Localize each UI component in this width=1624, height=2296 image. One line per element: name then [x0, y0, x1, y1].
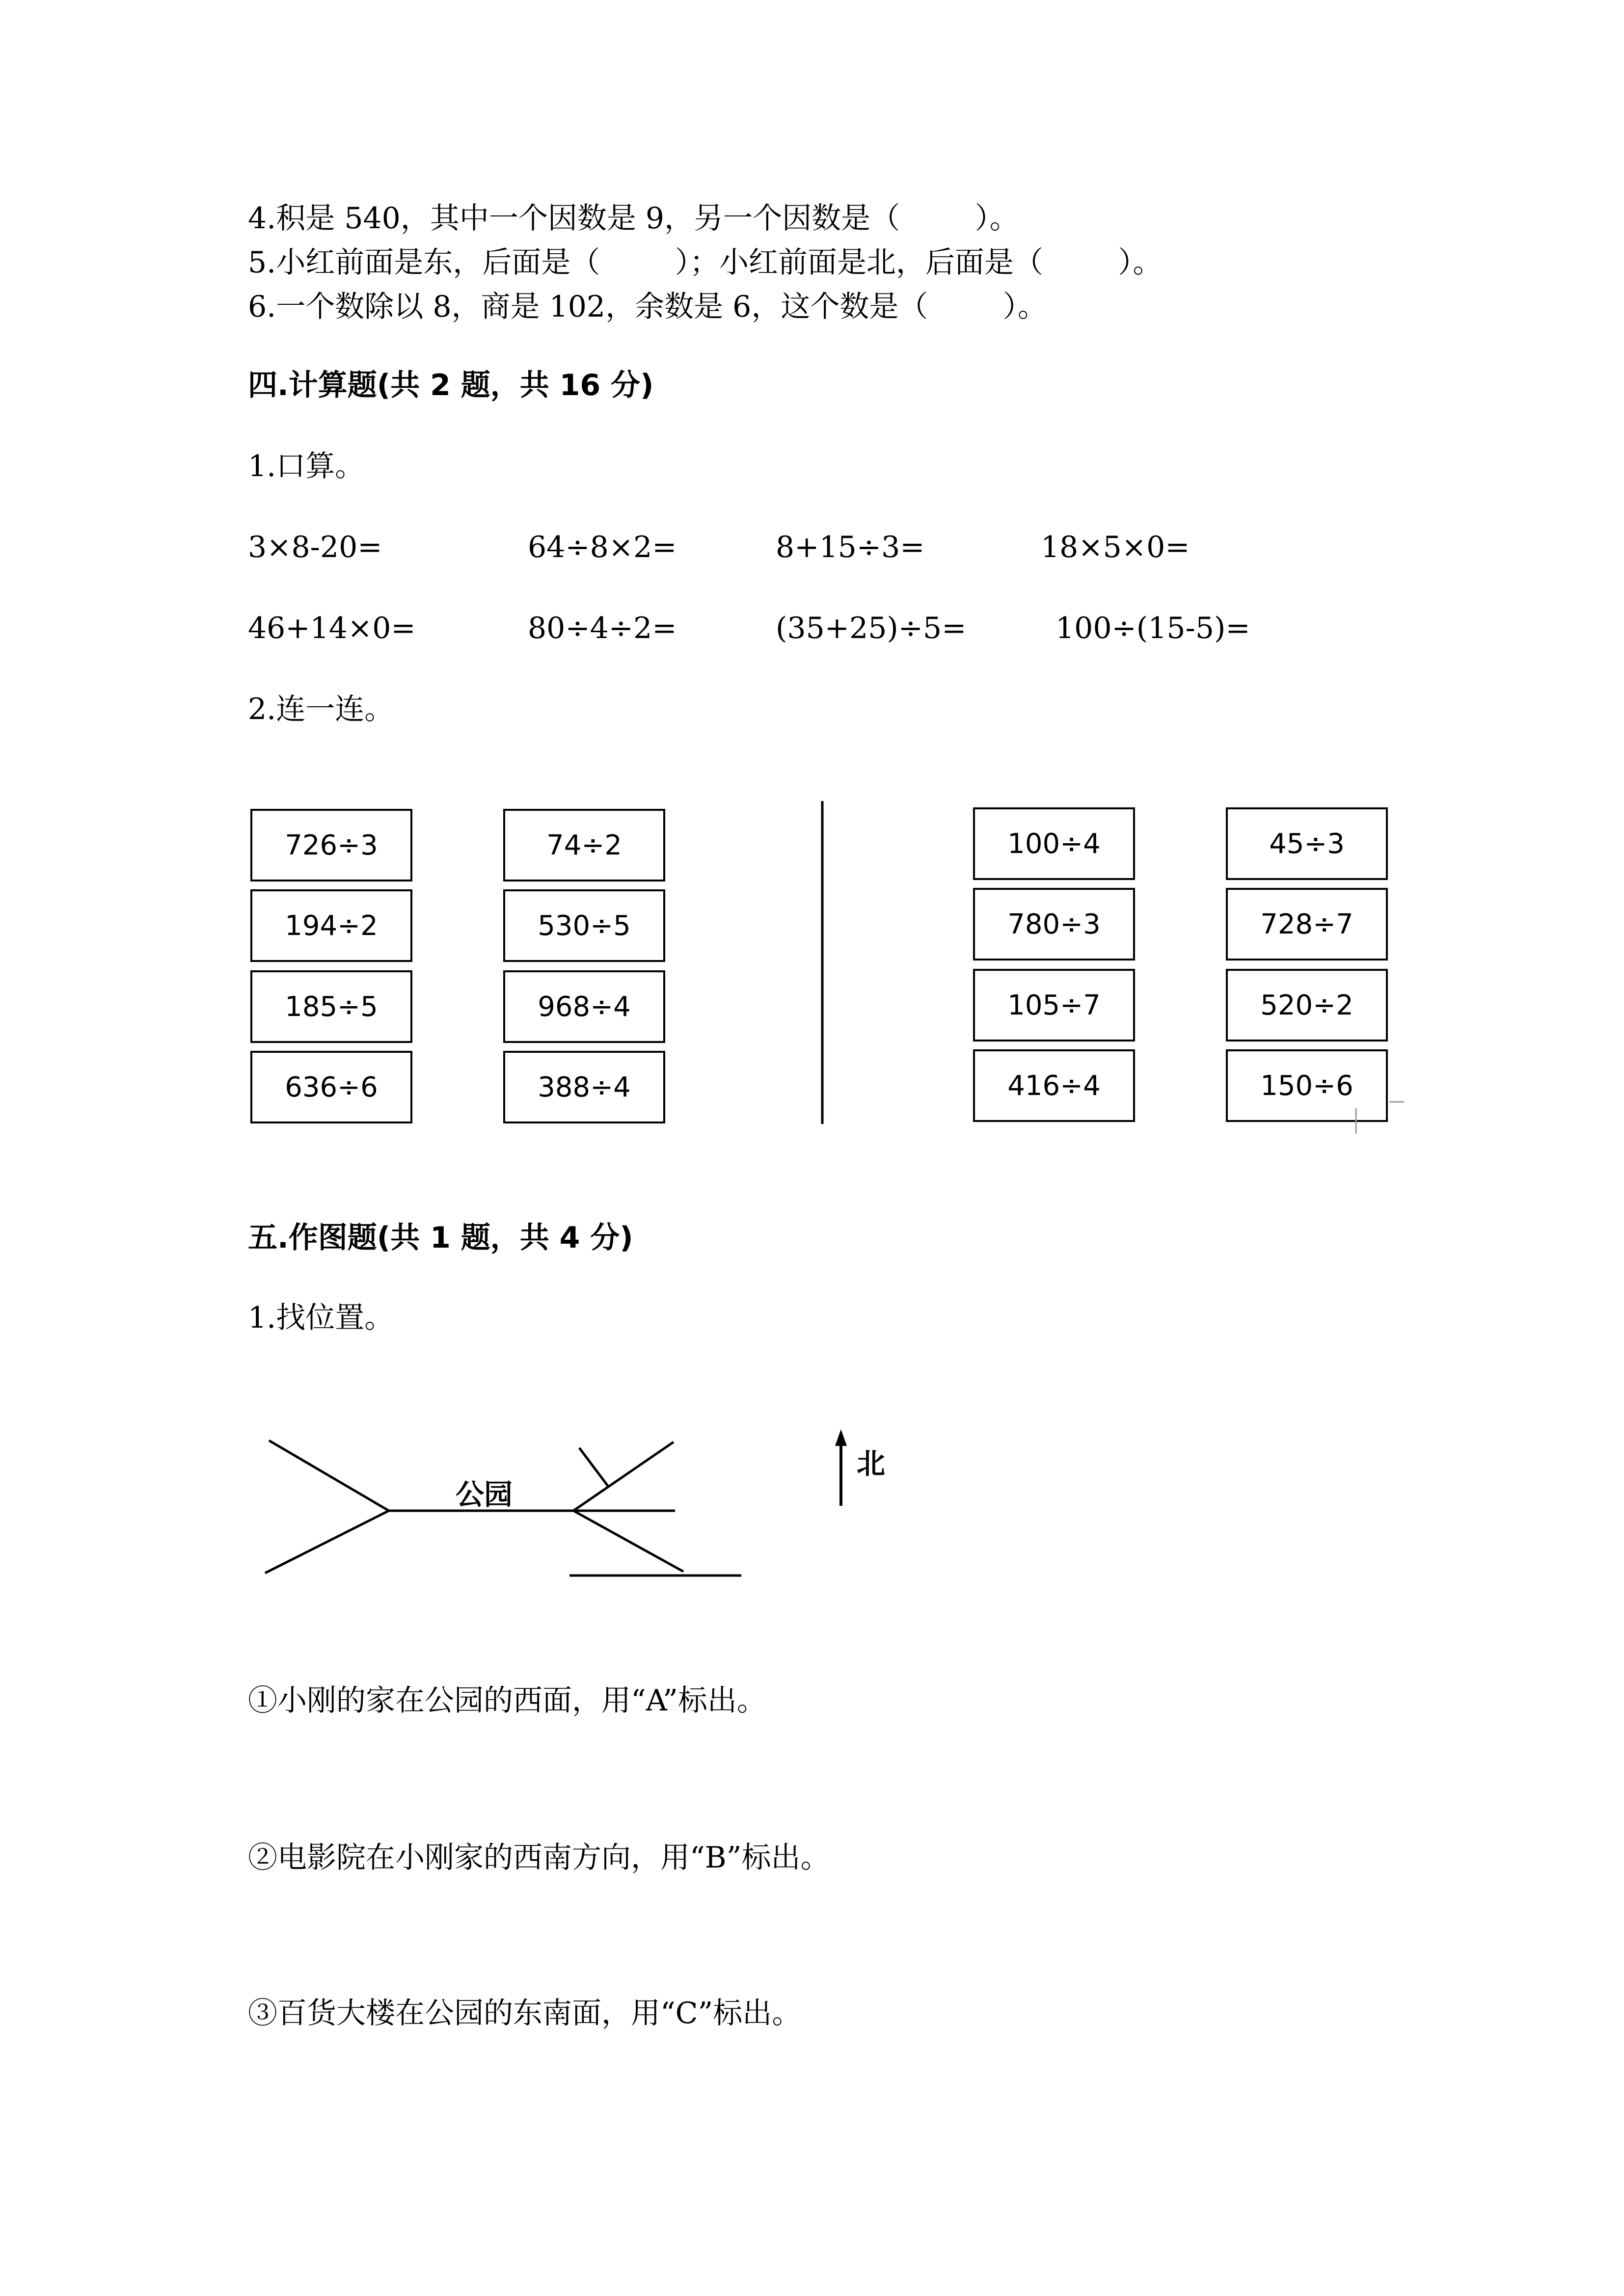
question-6: 6.一个数除以 8，商是 102，余数是 6，这个数是（ ）。 — [248, 290, 1047, 324]
calc-item: 64÷8×2= — [528, 530, 677, 564]
map-north-label: 北 — [857, 1447, 886, 1480]
match-box[interactable]: 45÷3 — [1226, 807, 1388, 880]
calc-item: 80÷4÷2= — [528, 611, 677, 645]
section-5-title: 五.作图题(共 1 题，共 4 分) — [248, 1221, 633, 1255]
match-box[interactable]: 968÷4 — [503, 970, 665, 1043]
calc-item: 8+15÷3= — [776, 530, 925, 564]
question-5: 5.小红前面是东，后面是（ ）；小红前面是北，后面是（ ）。 — [248, 245, 1163, 280]
match-box[interactable]: 530÷5 — [503, 889, 665, 962]
match-box[interactable]: 185÷5 — [250, 970, 412, 1043]
task-3: ③百货大楼在公园的东南面，用“C”标出。 — [248, 1996, 802, 2030]
match-box[interactable]: 74÷2 — [503, 809, 665, 881]
task-2: ②电影院在小刚家的西南方向，用“B”标出。 — [248, 1841, 830, 1875]
match-box[interactable]: 780÷3 — [973, 888, 1135, 961]
map-park-label: 公园 — [456, 1478, 513, 1511]
match-box[interactable]: 416÷4 — [973, 1049, 1135, 1122]
calc-item: 18×5×0= — [1041, 530, 1190, 564]
find-position-label: 1.找位置。 — [248, 1301, 394, 1335]
match-box[interactable]: 105÷7 — [973, 969, 1135, 1041]
calc-item: 100÷(15-5)= — [1056, 611, 1250, 645]
question-4: 4.积是 540，其中一个因数是 9，另一个因数是（ ）。 — [248, 201, 1019, 236]
match-box[interactable]: 636÷6 — [250, 1051, 412, 1123]
match-box[interactable]: 194÷2 — [250, 889, 412, 962]
north-arrow-icon — [835, 1429, 847, 1506]
matching-label: 2.连一连。 — [248, 692, 394, 726]
match-box[interactable]: 388÷4 — [503, 1051, 665, 1123]
calc-item: 3×8-20= — [248, 530, 382, 564]
match-box[interactable]: 150÷6 — [1226, 1049, 1388, 1122]
match-box[interactable]: 728÷7 — [1226, 888, 1388, 961]
match-box[interactable]: 726÷3 — [250, 809, 412, 881]
section-4-title: 四.计算题(共 2 题，共 16 分) — [248, 368, 654, 402]
match-box[interactable]: 520÷2 — [1226, 969, 1388, 1041]
task-1: ①小刚的家在公园的西面，用“A”标出。 — [248, 1683, 766, 1718]
calc-item: 46+14×0= — [248, 611, 416, 645]
match-box[interactable]: 100÷4 — [973, 807, 1135, 880]
calc-item: (35+25)÷5= — [776, 611, 967, 645]
oral-calc-label: 1.口算。 — [248, 449, 365, 483]
